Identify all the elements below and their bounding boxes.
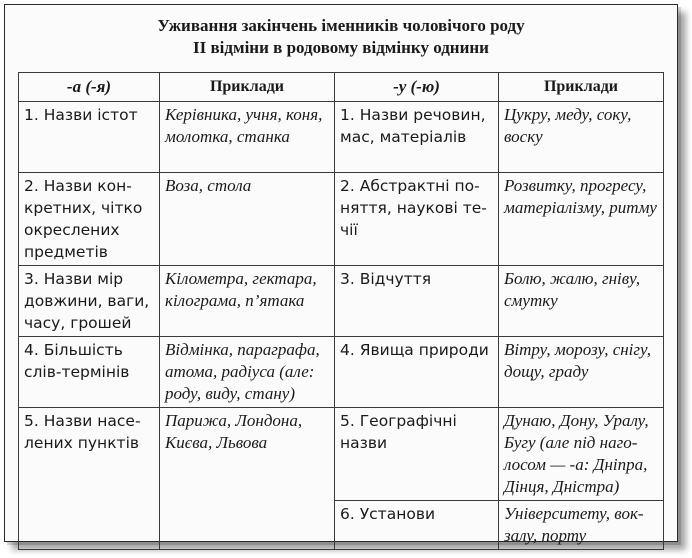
header-examples-u: Приклади [499, 73, 664, 102]
right-examples: Розвитку, прогресу, матеріалізму, ритму [499, 173, 664, 266]
right-category: 5. Географічні назви [335, 408, 499, 501]
table-row [19, 173, 664, 266]
left-category: 4. Більшість слів-термінів [19, 337, 160, 408]
left-examples: Керівника, учня, коня, молотка, станка [160, 102, 335, 173]
table-row [19, 337, 664, 408]
right-category: 6. Установи [335, 501, 499, 550]
left-category: 3. Назви мір довжини, ваги, часу, грошей [19, 266, 160, 337]
endings-table [18, 72, 664, 550]
header-examples-a: Приклади [160, 73, 335, 102]
page-title [5, 15, 677, 59]
left-category: 2. Назви конкретних, чітко окреслених предметів [19, 173, 160, 266]
right-category: 3. Відчуття [335, 266, 499, 337]
right-category: 1. Назви речовин, мас, матеріалів [335, 102, 499, 173]
title-line-1: Уживання закінчень іменників чоловічого роду [157, 16, 525, 35]
right-examples: Цукру, меду, соку, воску [499, 102, 664, 173]
right-examples: Болю, жалю, гніву, смутку [499, 266, 664, 337]
left-examples: Воза, стола [160, 173, 335, 266]
left-examples: Відмінка, параграфа, атома, радіуса (але: роду, виду, стану) [160, 337, 335, 408]
table-row [19, 102, 664, 173]
left-category: 5. Назви населених пунктів [19, 408, 160, 550]
right-examples: Дунаю, Дону, Уралу, Бугу (але під наголосом — -а: Дніпра, Дінця, Дністра) [499, 408, 664, 501]
header-ending-a: -а (-я) [19, 73, 160, 102]
left-category: 1. Назви істот [19, 102, 160, 173]
table-row [19, 408, 664, 501]
left-examples: Парижа, Лондона, Києва, Львова [160, 408, 335, 550]
right-category: 2. Абстрактні поняття, наукові течії [335, 173, 499, 266]
title-line-2: ІІ відміни в родовому відмінку однини [193, 38, 489, 57]
right-category: 4. Явища природи [335, 337, 499, 408]
table-row [19, 266, 664, 337]
header-ending-u: -у (-ю) [335, 73, 499, 102]
table-frame [4, 4, 678, 545]
right-examples: Вітру, морозу, снігу, дощу, граду [499, 337, 664, 408]
left-examples: Кілометра, гектара, кілограма, п’ятака [160, 266, 335, 337]
right-examples: Університету, вокзалу, порту [499, 501, 664, 550]
header-row [19, 73, 664, 102]
